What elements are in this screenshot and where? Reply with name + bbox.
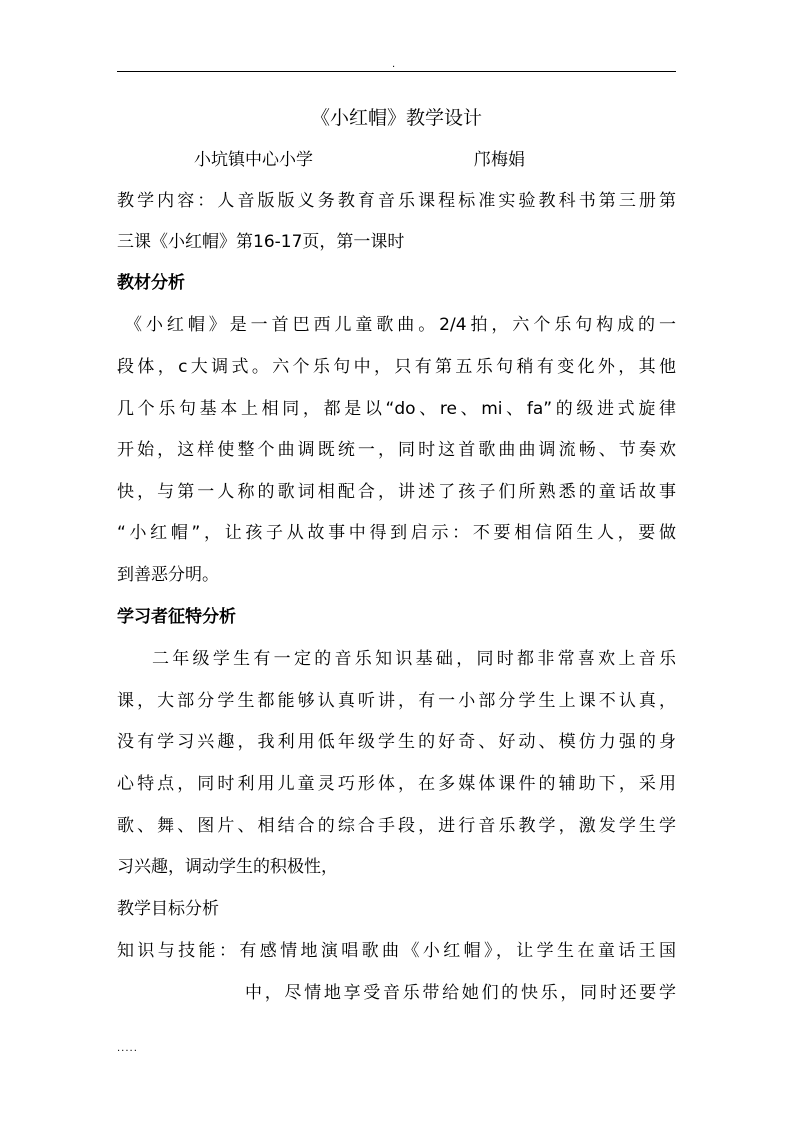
footer-mark: ..... — [117, 1043, 138, 1054]
paragraph-line: “小红帽”，让孩子从故事中得到启示：不要相信陌生人，要做 — [117, 523, 676, 543]
paragraph-line: 快，与第一人称的歌词相配合，讲述了孩子们所熟悉的童话故事 — [117, 482, 676, 502]
paragraph-line: 《小红帽》是一首巴西儿童歌曲。2/4拍，六个乐句构成的一 — [125, 315, 676, 335]
paragraph-line: 到善恶分明。 — [117, 565, 219, 585]
objective-line-2: 中，尽情地享受音乐带给她们的快乐，同时还要学 — [245, 983, 676, 1003]
objective-line-1: 知识与技能：有感情地演唱歌曲《小红帽》，让学生在童话王国 — [117, 941, 676, 961]
paragraph-line: 歌、舞、图片、相结合的综合手段，进行音乐教学，激发学生学 — [117, 816, 676, 836]
section-heading-objectives: 教学目标分析 — [117, 899, 219, 919]
paragraph-line: 段体，c大调式。六个乐句中，只有第五乐句稍有变化外，其他 — [117, 357, 676, 377]
paragraph-line: 心特点，同时利用儿童灵巧形体，在多媒体课件的辅助下，采用 — [117, 774, 676, 794]
content-line-1: 教学内容：人音版版义务教育音乐课程标准实验教科书第三册第 — [117, 191, 676, 211]
document-title: 《小红帽》教学设计 — [310, 107, 482, 129]
school-name: 小坑镇中心小学 — [194, 150, 313, 170]
section-heading-learners: 学习者征特分析 — [117, 607, 236, 627]
paragraph-line: 几个乐句基本上相同，都是以“do、re、mi、fa”的级进式旋律 — [117, 399, 676, 419]
paragraph-line: 课，大部分学生都能够认真听讲，有一小部分学生上课不认真， — [117, 691, 676, 711]
header-rule — [117, 71, 676, 72]
paragraph-line: 二年级学生有一定的音乐知识基础，同时都非常喜欢上音乐 — [152, 649, 676, 669]
header-mark: . — [392, 59, 396, 70]
paragraph-line: 开始，这样使整个曲调既统一，同时这首歌曲曲调流畅、节奏欢 — [117, 440, 676, 460]
paragraph-line: 没有学习兴趣，我利用低年级学生的好奇、好动、模仿力强的身 — [117, 732, 676, 752]
author-name: 邝梅娟 — [474, 150, 525, 170]
content-line-2: 三课《小红帽》第16-17页，第一课时 — [117, 232, 405, 252]
section-heading-material: 教材分析 — [117, 273, 185, 293]
paragraph-line: 习兴趣，调动学生的积极性， — [117, 857, 338, 877]
